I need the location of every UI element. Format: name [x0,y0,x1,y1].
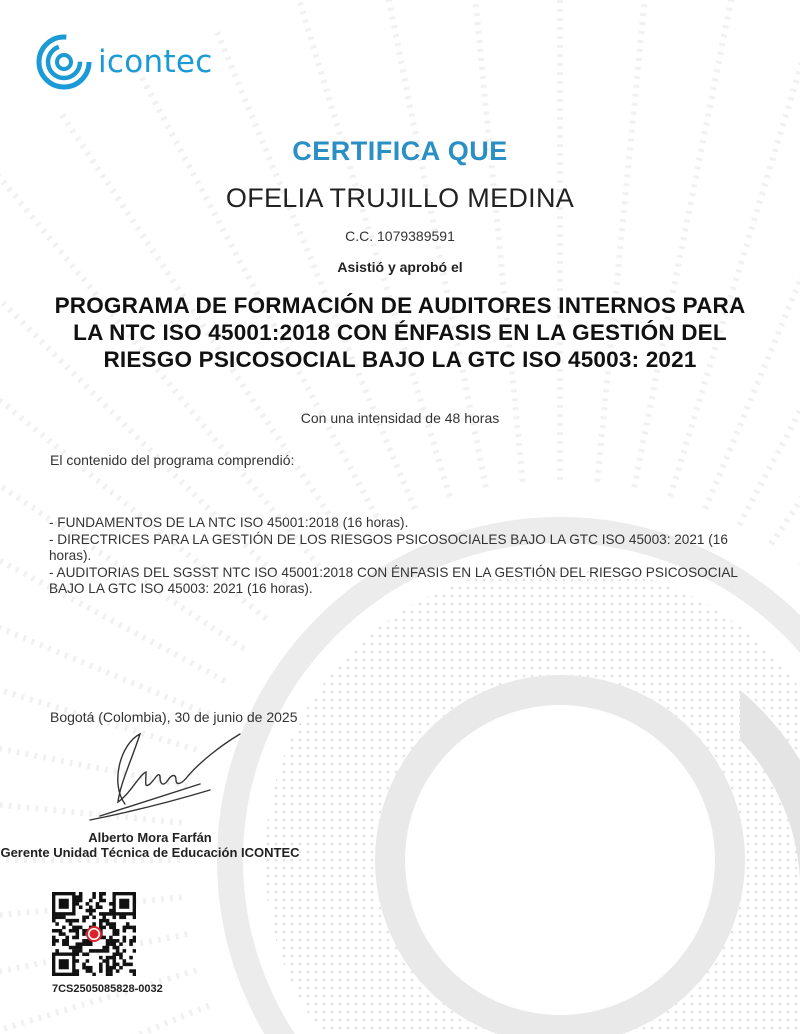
topic-list [49,515,739,598]
topic-item: - DIRECTRICES PARA LA GESTIÓN DE LOS RIESGOS PSICOSOCIALES BAJO LA GTC ISO 45003: 2021 (16 horas). [49,531,728,563]
certificate-code: 7CS2505085828-0032 [52,983,163,995]
verification-qr-code[interactable] [52,892,136,976]
signer-name: Alberto Mora Farfán [88,830,212,845]
icontec-logo [36,34,213,90]
signature-image [80,724,260,824]
program-title-line: LA NTC ISO 45001:2018 CON ÉNFASIS EN LA GESTIÓN DEL [73,320,727,345]
recipient-id: C.C. 1079389591 [345,228,455,244]
watermark-center [440,740,680,980]
program-title-line: RIESGO PSICOSOCIAL BAJO LA GTC ISO 45003: 2021 [103,347,697,372]
program-title-line: PROGRAMA DE FORMACIÓN DE AUDITORES INTERNOS PARA [54,293,746,318]
signer-title: Gerente Unidad Técnica de Educación ICONTEC [0,845,300,860]
topic-item: - AUDITORIAS DEL SGSST NTC ISO 45001:2018 CON ÉNFASIS EN LA GESTIÓN DEL RIESGO PSICOSOCIAL BAJO LA GTC ISO 45003: 2021 (16 horas). [49,564,738,596]
recipient-name: OFELIA TRUJILLO MEDINA [225,183,575,213]
certifies-heading: CERTIFICA QUE [292,136,508,166]
program-intensity: Con una intensidad de 48 horas [300,410,500,426]
topic-item: - FUNDAMENTOS DE LA NTC ISO 45001:2018 (16 horas). [49,515,409,530]
place-and-date: Bogotá (Colombia), 30 de junio de 2025 [50,709,298,725]
icontec-brand-text: icontec [98,44,213,80]
icontec-logo-icon [36,34,92,90]
content-label: El contenido del programa comprendió: [50,452,295,468]
program-title [30,292,770,373]
attended-statement: Asistió y aprobó el [337,259,463,275]
